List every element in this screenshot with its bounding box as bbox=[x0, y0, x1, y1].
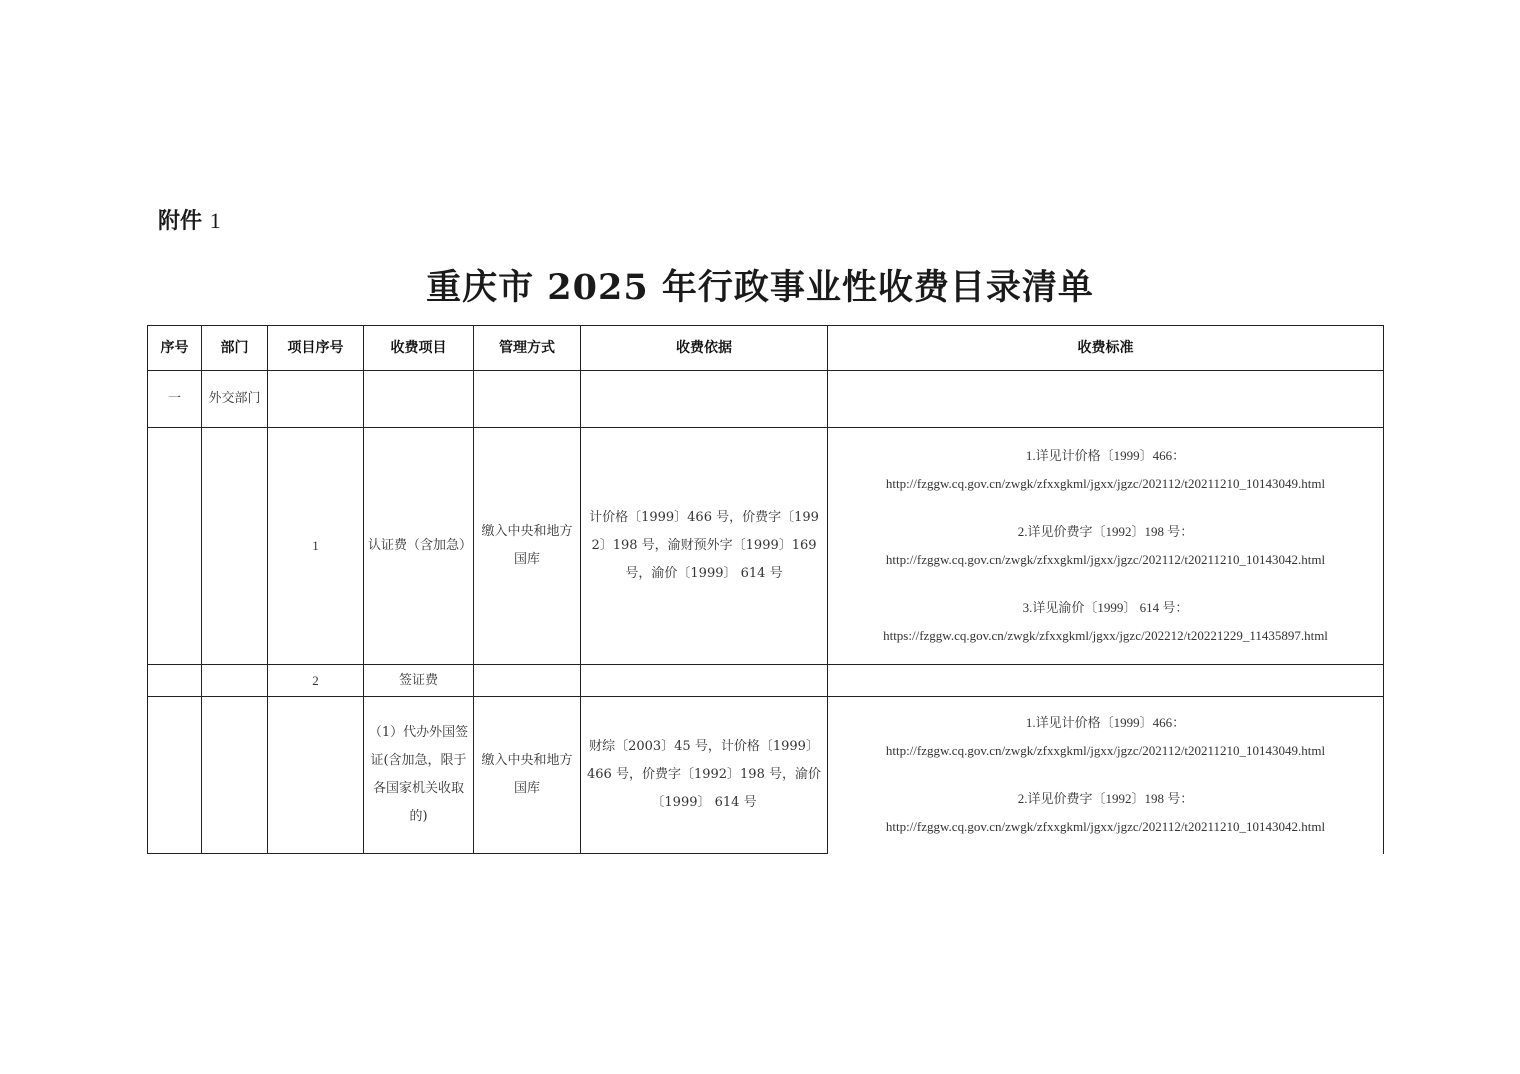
cell-dept bbox=[202, 665, 268, 697]
standard-ref-label: 2.详见价费字〔1992〕198 号： bbox=[1017, 791, 1194, 807]
cell-item-no bbox=[268, 371, 364, 428]
cell-basis bbox=[581, 371, 828, 428]
cell-standard bbox=[828, 371, 1384, 428]
standard-ref-link[interactable]: https://fzggw.cq.gov.cn/zwgk/zfxxgkml/jgxx/jgzc/202212/t20221229_11435897.html bbox=[883, 628, 1328, 643]
cell-seq bbox=[148, 428, 202, 665]
cell-item: （1）代办外国签证(含加急，限于各国家机关收取的) bbox=[364, 697, 474, 854]
attachment-label bbox=[158, 204, 221, 235]
cell-mgmt bbox=[474, 371, 581, 428]
standard-ref-link[interactable]: http://fzggw.cq.gov.cn/zwgk/zfxxgkml/jgxx/jgzc/202112/t20211210_10143042.html bbox=[885, 552, 1326, 567]
cell-item-no bbox=[268, 697, 364, 854]
standard-ref-link[interactable]: http://fzggw.cq.gov.cn/zwgk/zfxxgkml/jgxx/jgzc/202112/t20211210_10143049.html bbox=[885, 476, 1326, 491]
cell-item: 签证费 bbox=[364, 665, 474, 697]
table-header-row bbox=[148, 326, 1384, 371]
cell-basis: 计价格〔1999〕466 号，价费字〔1992〕198 号，渝财预外字〔1999〕169 号，渝价〔1999〕 614 号 bbox=[581, 428, 828, 665]
table-row bbox=[148, 371, 1384, 428]
cell-standard bbox=[828, 697, 1384, 854]
header-item: 收费项目 bbox=[364, 326, 474, 371]
cell-mgmt bbox=[474, 665, 581, 697]
cell-mgmt: 缴入中央和地方国库 bbox=[474, 428, 581, 665]
cell-seq bbox=[148, 697, 202, 854]
cell-dept: 外交部门 bbox=[202, 371, 268, 428]
header-basis: 收费依据 bbox=[581, 326, 828, 371]
document-title: 重庆市 2025 年行政事业性收费目录清单 bbox=[426, 267, 1094, 308]
cell-item-no: 1 bbox=[268, 428, 364, 665]
cell-mgmt: 缴入中央和地方国库 bbox=[474, 697, 581, 854]
cell-seq bbox=[148, 665, 202, 697]
attachment-text: 附件 bbox=[158, 209, 203, 234]
table-row bbox=[148, 697, 1384, 854]
cell-seq: 一 bbox=[148, 371, 202, 428]
header-item-no: 项目序号 bbox=[268, 326, 364, 371]
standard-ref-link[interactable]: http://fzggw.cq.gov.cn/zwgk/zfxxgkml/jgxx/jgzc/202112/t20211210_10143042.html bbox=[885, 819, 1326, 835]
standard-ref-link[interactable]: http://fzggw.cq.gov.cn/zwgk/zfxxgkml/jgxx/jgzc/202112/t20211210_10143049.html bbox=[885, 743, 1326, 759]
cell-item: 认证费（含加急） bbox=[364, 428, 474, 665]
cell-item-no: 2 bbox=[268, 665, 364, 697]
cell-basis: 财综〔2003〕45 号，计价格〔1999〕466 号，价费字〔1992〕198 号，渝价〔1999〕 614 号 bbox=[581, 697, 828, 854]
cell-standard bbox=[828, 665, 1384, 697]
header-dept: 部门 bbox=[202, 326, 268, 371]
cell-dept bbox=[202, 697, 268, 854]
cell-standard bbox=[828, 428, 1384, 665]
standard-ref-label: 1.详见计价格〔1999〕466： bbox=[1025, 715, 1186, 731]
fee-catalog-table bbox=[147, 325, 1384, 854]
attachment-number: 1 bbox=[209, 208, 221, 233]
table-row bbox=[148, 665, 1384, 697]
header-seq: 序号 bbox=[148, 326, 202, 371]
standard-ref-label: 1.详见计价格〔1999〕466： bbox=[1025, 448, 1186, 463]
cell-item bbox=[364, 371, 474, 428]
cell-dept bbox=[202, 428, 268, 665]
cell-basis bbox=[581, 665, 828, 697]
standard-ref-label: 2.详见价费字〔1992〕198 号： bbox=[1017, 524, 1194, 539]
table-row bbox=[148, 428, 1384, 665]
header-standard: 收费标准 bbox=[828, 326, 1384, 371]
standard-ref-label: 3.详见渝价〔1999〕 614 号： bbox=[1022, 600, 1189, 615]
header-mgmt: 管理方式 bbox=[474, 326, 581, 371]
